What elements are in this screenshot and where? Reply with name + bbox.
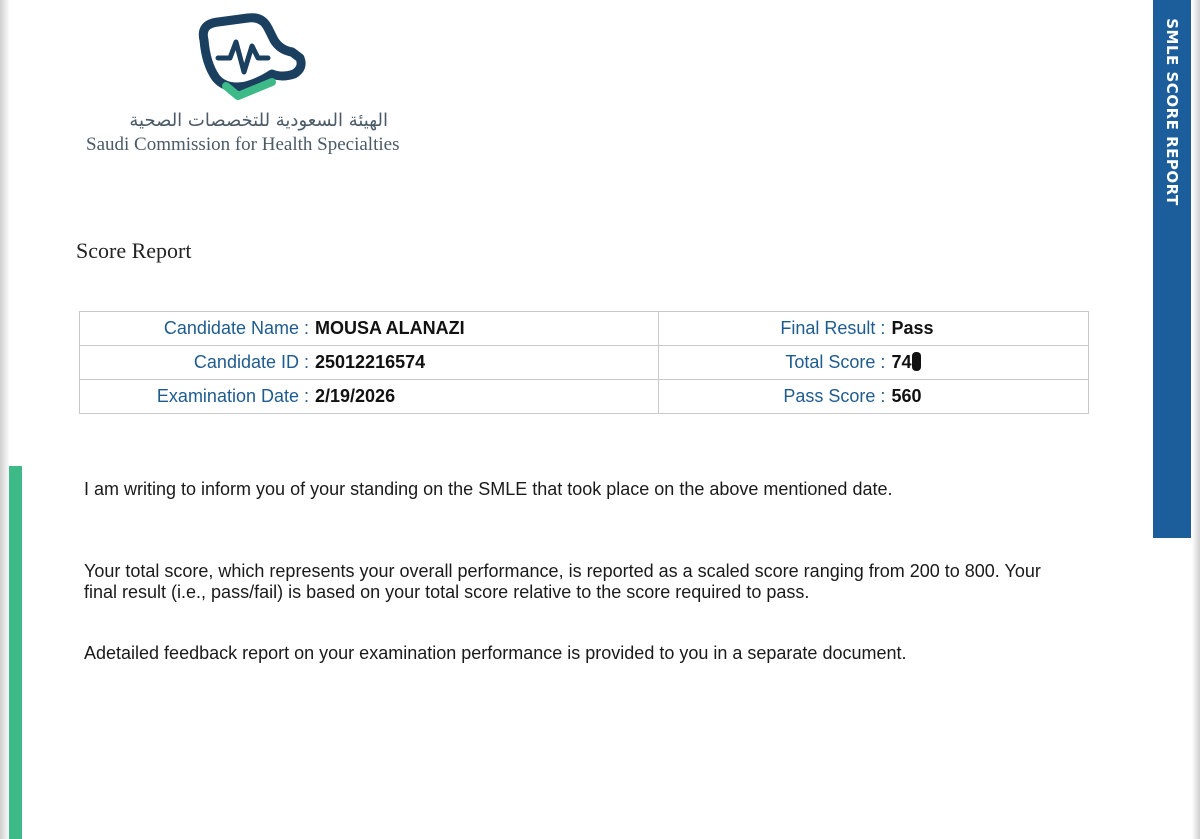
pass-score-cell [659, 380, 1089, 414]
feedback-paragraph: Adetailed feedback report on your examination performance is provided to you in a separate document. [84, 643, 907, 663]
intro-paragraph: I am writing to inform you of your standing on the SMLE that took place on the above mentioned date. [84, 479, 893, 499]
pass-score-label: Pass Score : [783, 386, 886, 406]
report-title: Score Report [76, 238, 192, 263]
candidate-name-label: Candidate Name : [163, 318, 309, 338]
pass-score-value: 560 [891, 386, 922, 406]
total-score-cell [659, 346, 1089, 380]
candidate-name-value: MOUSA ALANAZI [315, 318, 465, 338]
examination-date-cell [80, 380, 659, 414]
final-result-value: Pass [891, 318, 934, 338]
candidate-id-cell [80, 346, 659, 380]
total-score-digits: 74 [891, 352, 912, 372]
candidate-id-label: Candidate ID : [193, 352, 309, 372]
candidate-id-value: 25012216574 [315, 352, 426, 372]
final-result-label: Final Result : [780, 318, 886, 338]
total-score-label: Total Score : [785, 352, 886, 372]
table-row [80, 346, 1089, 380]
organization-name-arabic: الهيئة السعودية للتخصصات الصحية [129, 110, 388, 131]
examination-date-label: Examination Date : [156, 386, 309, 406]
final-result-cell [659, 312, 1089, 346]
side-banner-text: SMLE SCORE REPORT [1163, 18, 1181, 206]
score-explanation-paragraph: Your total score, which represents your overall performance, is reported as a scaled score ranging from 200 to 800. Your final result (i.e., pass/fail) is based on your total score relative to the score required to pass. [84, 561, 1041, 602]
page-right-shadow [1192, 0, 1200, 839]
table-row [80, 380, 1089, 414]
candidate-name-cell [80, 312, 659, 346]
total-score-value [885, 352, 921, 373]
scfhs-logo-icon [196, 12, 306, 104]
redaction-mark [912, 352, 921, 371]
table-row [80, 312, 1089, 346]
organization-name-english: Saudi Commission for Health Specialties [86, 134, 400, 155]
green-accent-bar [9, 466, 22, 839]
candidate-info-table [79, 311, 1089, 414]
examination-date-value: 2/19/2026 [315, 386, 396, 406]
